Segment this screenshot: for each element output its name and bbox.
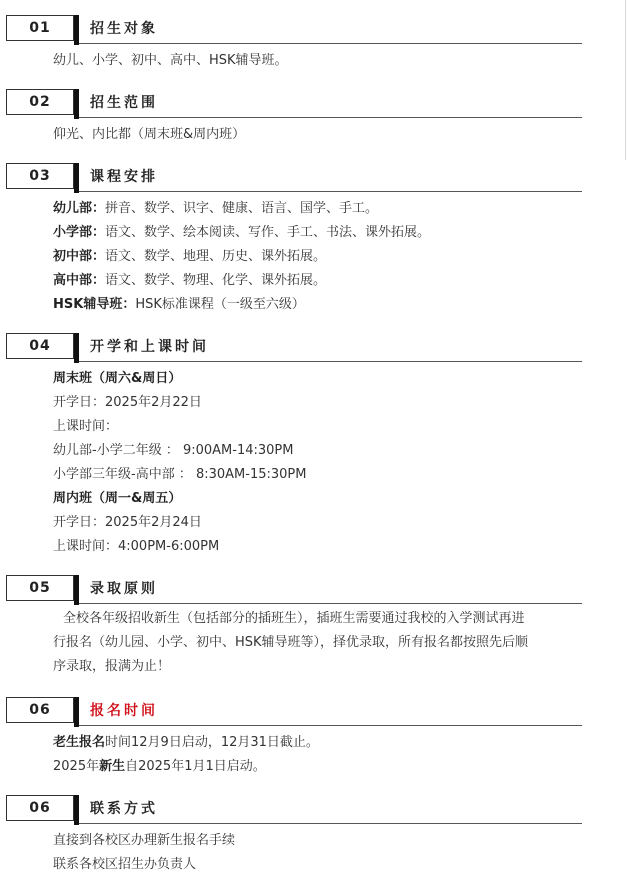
row-label: 新生 <box>99 759 126 774</box>
row-label: 幼儿部： <box>53 201 106 216</box>
section-class-times <box>6 333 582 559</box>
header-bar <box>74 333 79 363</box>
row-text: 语文、数学、绘本阅读、写作、手工、书法、课外拓展。 <box>105 225 431 240</box>
body-line: 行报名（幼儿园、小学、初中、HSK辅导班等），择优录取，所有报名都按照先后顺 <box>53 635 529 650</box>
body-line: 上课时间： <box>53 419 119 434</box>
section-header <box>6 795 582 825</box>
body-line: 序录取，报满为止！ <box>53 659 171 674</box>
course-row-hsk <box>53 293 582 317</box>
section-number: 05 <box>6 575 74 601</box>
section-title: 课程安排 <box>90 169 158 185</box>
row-label: 老生报名 <box>53 735 106 750</box>
section-title: 招生对象 <box>90 21 158 37</box>
body-line: 开学日：2025年2月24日 <box>53 515 202 530</box>
section-header <box>6 163 582 193</box>
course-row-senior <box>53 269 582 293</box>
page-edge-line <box>625 0 626 160</box>
header-rule <box>79 725 582 726</box>
section-body <box>6 197 582 317</box>
header-rule <box>79 117 582 118</box>
course-row-junior <box>53 245 582 269</box>
header-bar <box>74 795 79 825</box>
course-row-kindergarten <box>53 197 582 221</box>
row-text: HSK标准课程（一级至六级） <box>135 297 305 312</box>
row-text: 自2025年1月1日启动。 <box>125 759 266 774</box>
section-title: 录取原则 <box>90 581 158 597</box>
section-body <box>6 731 582 779</box>
header-bar <box>74 15 79 45</box>
section-number: 02 <box>6 89 74 115</box>
body-line: 直接到各校区办理新生报名手续 <box>53 833 236 848</box>
row-text: 语文、数学、地理、历史、课外拓展。 <box>105 249 327 264</box>
section-body <box>6 49 582 73</box>
row-label: HSK辅导班： <box>53 297 136 312</box>
section-title: 招生范围 <box>90 95 158 111</box>
header-rule <box>79 43 582 44</box>
weekday-class-heading: 周内班（周一&周五） <box>53 491 182 506</box>
section-title: 开学和上课时间 <box>90 339 209 355</box>
section-number: 06 <box>6 697 74 723</box>
row-text: 语文、数学、物理、化学、课外拓展。 <box>105 273 327 288</box>
returning-student-line <box>53 731 582 755</box>
header-bar <box>74 163 79 193</box>
section-course-schedule <box>6 163 582 317</box>
section-number: 03 <box>6 163 74 189</box>
header-rule <box>79 823 582 824</box>
body-line: 小学部三年级-高中部 ： 8:30AM-15:30PM <box>53 467 307 482</box>
section-number: 01 <box>6 15 74 41</box>
section-body <box>6 367 582 559</box>
body-line: 联系各校区招生办负责人 <box>53 857 197 872</box>
row-label: 高中部： <box>53 273 106 288</box>
header-bar <box>74 575 79 605</box>
body-line: 上课时间：4:00PM-6:00PM <box>53 539 220 554</box>
row-prefix: 2025年 <box>53 759 100 774</box>
weekend-class-heading: 周末班（周六&周日） <box>53 371 182 386</box>
section-header <box>6 89 582 119</box>
header-bar <box>74 697 79 727</box>
section-header <box>6 333 582 363</box>
row-text: 拼音、数学、识字、健康、语言、国学、手工。 <box>105 201 379 216</box>
section-contact <box>6 795 582 877</box>
body-line: 仰光、内比都（周末班&周内班） <box>53 127 246 142</box>
section-body <box>6 829 582 877</box>
section-target-students <box>6 15 582 73</box>
section-body <box>6 123 582 147</box>
header-rule <box>79 361 582 362</box>
section-title: 报名时间 <box>90 703 158 719</box>
section-title: 联系方式 <box>90 801 158 817</box>
section-number: 06 <box>6 795 74 821</box>
section-registration-time <box>6 697 582 779</box>
section-body <box>6 607 582 679</box>
section-number: 04 <box>6 333 74 359</box>
section-header <box>6 15 582 45</box>
body-line: 幼儿、小学、初中、高中、HSK辅导班。 <box>53 53 288 68</box>
header-rule <box>79 191 582 192</box>
body-line: 全校各年级招收新生（包括部分的插班生），插班生需要通过我校的入学测试再进 <box>63 611 525 626</box>
header-rule <box>79 603 582 604</box>
row-label: 小学部： <box>53 225 106 240</box>
header-bar <box>74 89 79 119</box>
row-label: 初中部： <box>53 249 106 264</box>
body-line: 幼儿部-小学二年级 ： 9:00AM-14:30PM <box>53 443 294 458</box>
section-header <box>6 697 582 727</box>
row-text: 时间12月9日启动，12月31日截止。 <box>105 735 319 750</box>
course-row-primary <box>53 221 582 245</box>
section-header <box>6 575 582 605</box>
section-admission-principles <box>6 575 582 679</box>
section-enrollment-scope <box>6 89 582 147</box>
new-student-line <box>53 755 582 779</box>
body-line: 开学日：2025年2月22日 <box>53 395 202 410</box>
